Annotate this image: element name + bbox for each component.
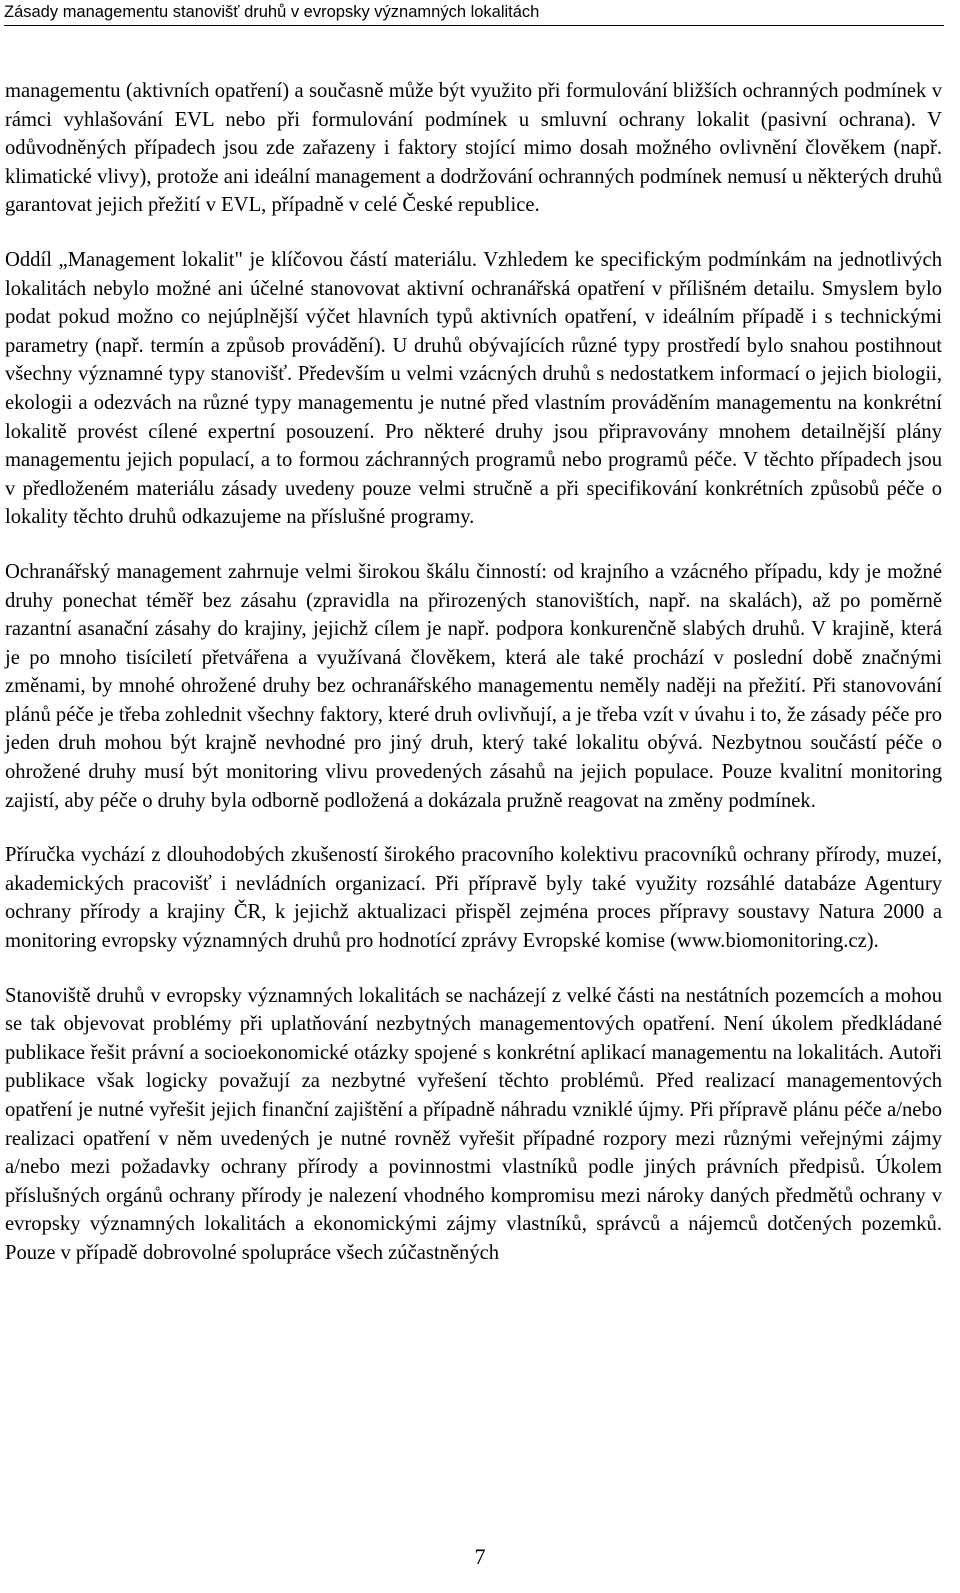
body-text bbox=[5, 77, 942, 1268]
paragraph-1: managementu (aktivních opatření) a současně může být využito při formulování bližších ochranných podmínek v rámci vyhlašování EVL nebo při formulování podmínek u smluvní ochrany lokalit (pasivní ochrana). V odůvodněných případech jsou zde zařazeny i faktory stojící mimo dosah možného ovlivnění člověkem (např. klimatické vlivy), protože ani ideální management a dodržování ochranných podmínek nemusí u některých druhů garantovat jejich přežití v EVL, případně v celé České republice. bbox=[5, 80, 942, 217]
page-number: 7 bbox=[474, 1544, 486, 1569]
paragraph-2: Oddíl „Management lokalit" je klíčovou částí materiálu. Vzhledem ke specifickým podmínkám na jednotlivých lokalitách nebylo možné ani účelné stanovovat aktivní ochranářská opatření v přílišném detailu. Smyslem bylo podat pokud možno co nejúplnější výčet hlavních typů aktivních opatření, v ideálním případě i s technickými parametry (např. termín a způsob provádění). U druhů obývajících různé typy prostředí bylo snahou postihnout všechny významné typy stanovišť. Především u velmi vzácných druhů s nedostatkem informací o jejich biologii, ekologii a odezvách na různé typy managementu je nutné před vlastním prováděním managementu na konkrétní lokalitě provést cílené expertní posouzení. Pro některé druhy jsou připravovány mnohem detailnější plány managementu jejich populací, a to formou záchranných programů nebo programů péče. V těchto případech jsou v předloženém materiálu zásady uvedeny pouze velmi stručně a při specifikování konkrétních způsobů péče o lokality těchto druhů odkazujeme na příslušné programy. bbox=[5, 248, 942, 529]
paragraph-5: Stanoviště druhů v evropsky významných lokalitách se nacházejí z velké části na nestátních pozemcích a mohou se tak objevovat problémy při uplatňování nezbytných managementových opatření. Není úkolem předkládané publikace řešit právní a socioekonomické otázky spojené s konkrétní aplikací managementu na lokalitách. Autoři publikace však logicky považují za nezbytné vyřešení těchto problémů. Před realizací managementových opatření je nutné vyřešit jejich finanční zajištění a případně náhradu vzniklé újmy. Při přípravě plánu péče a/nebo realizaci opatření v něm uvedených je nutné rovněž vyřešit případné rozpory mezi různými veřejnými zájmy a/nebo mezi požadavky ochrany přírody a povinnostmi vlastníků podle jiných právních předpisů. Úkolem příslušných orgánů ochrany přírody je nalezení vhodného kompromisu mezi nároky daných předmětů ochrany v evropsky významných lokalitách a ekonomickými zájmy vlastníků, správců a nájemců dotčených pozemků. Pouze v případě dobrovolné spolupráce všech zúčastněných bbox=[5, 984, 942, 1264]
paragraph-4: Příručka vychází z dlouhodobých zkušeností širokého pracovního kolektivu pracovníků ochrany přírody, muzeí, akademických pracovišť i nevládních organizací. Při přípravě byly také využity rozsáhlé databáze Agentury ochrany přírody a krajiny ČR, k jejichž aktualizaci přispěl zejména proces přípravy soustavy Natura 2000 a monitoring evropsky významných druhů pro hodnotící zprávy Evropské komise (www.biomonitoring.cz). bbox=[5, 844, 942, 953]
paragraph-3: Ochranářský management zahrnuje velmi širokou škálu činností: od krajního a vzácného případu, kdy je možné druhy ponechat téměř bez zásahu (zpravidla na přirozených stanovištích, např. na skalách), až po poměrně razantní asanační zásahy do krajiny, jejichž cílem je např. podpora konkurenčně slabých druhů. V krajině, která je po mnoho tisíciletí přetvářena a využívaná člověkem, která ale také prochází v poslední době značnými změnami, by mnohé ohrožené druhy bez ochranářského managementu neměly naději na přežití. Při stanovování plánů péče je třeba zohlednit všechny faktory, které druh ovlivňují, a je třeba vzít v úvahu i to, že zásady péče pro jeden druh mohou být krajně nevhodné pro jiný druh, který také lokalitu obývá. Nezbytnou součástí péče o ohrožené druhy musí být monitoring vlivu provedených zásahů na jejich populace. Pouze kvalitní monitoring zajistí, aby péče o druhy byla odborně podložená a dokázala pružně reagovat na změny podmínek. bbox=[5, 560, 942, 812]
running-header: Zásady managementu stanovišť druhů v evropsky významných lokalitách bbox=[4, 2, 944, 26]
